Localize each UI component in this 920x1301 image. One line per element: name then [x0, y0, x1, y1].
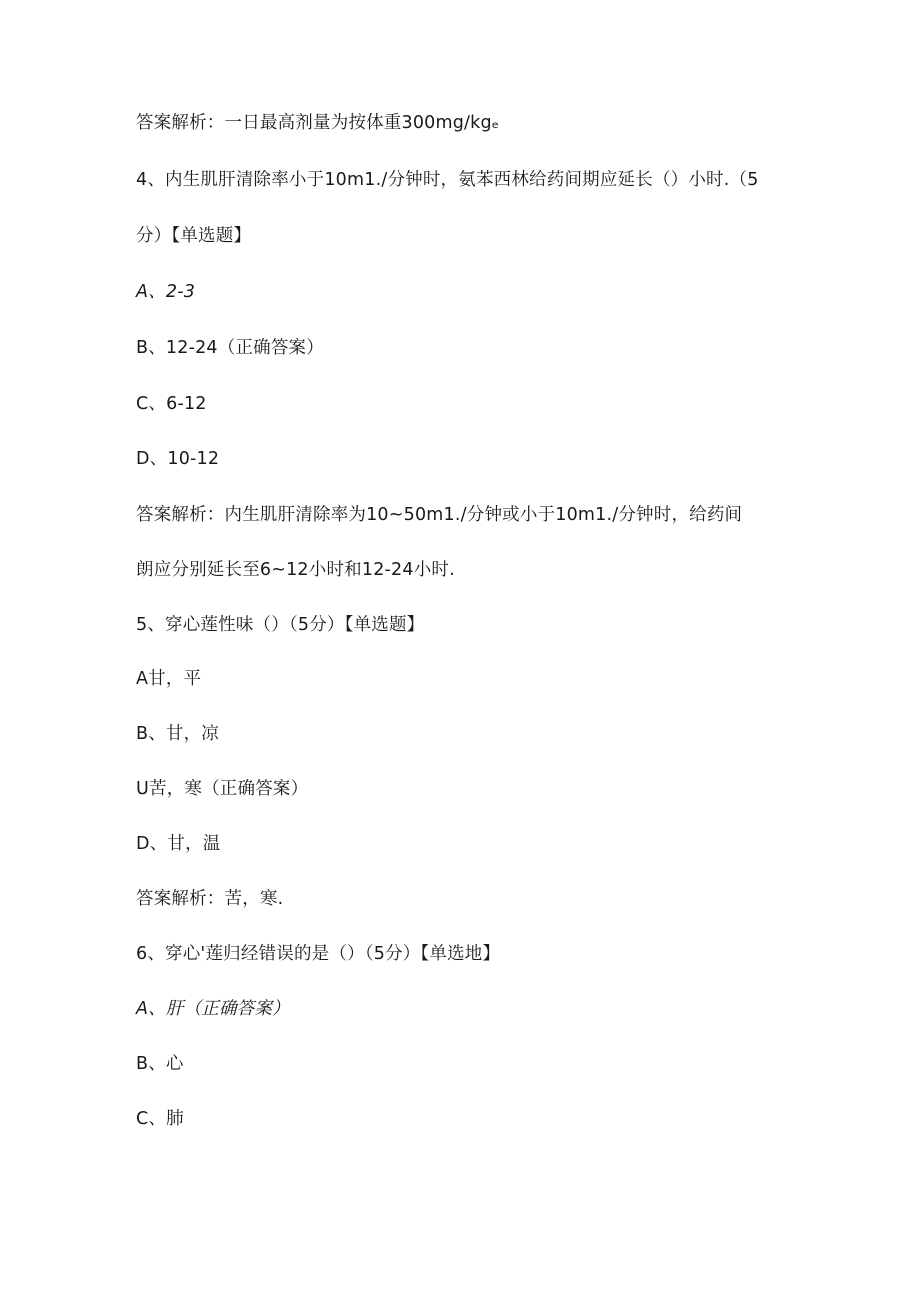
question-4-explanation: 答案解析：内生肌肝清除率为10~50m1./分钟或小于10m1./分钟时，给药间	[136, 505, 743, 525]
question-5-option-c: U苦，寒（正确答案）	[136, 779, 309, 799]
question-4-explanation-continued: 朗应分别延长至6~12小时和12-24小时.	[136, 560, 455, 580]
question-5-stem: 5、穿心莲性味（）（5分）【单选题】	[136, 615, 425, 635]
question-5-explanation: 答案解析：苦，寒.	[136, 889, 284, 909]
question-5-option-d: D、甘，温	[136, 834, 221, 854]
question-6-option-c: C、肺	[136, 1109, 184, 1129]
question-4-option-c: C、6-12	[136, 394, 207, 414]
answer-explanation-line: 答案解析：一日最高剂量为按体重300mg∕kgₑ	[136, 113, 500, 133]
question-4-stem-continued: 分）【单选题】	[136, 226, 252, 246]
question-6-option-a: A、肝（正确答案）	[136, 999, 290, 1019]
question-5-option-b: B、甘，凉	[136, 724, 220, 744]
question-6-option-b: B、心	[136, 1054, 184, 1074]
question-6-stem: 6、穿心'莲归经错误的是（）（5分）【单选地】	[136, 944, 501, 964]
question-5-option-a: A甘，平	[136, 669, 202, 689]
question-4-option-a: A、2-3	[136, 282, 196, 302]
question-4-option-d: D、10-12	[136, 449, 220, 469]
question-4-option-b: B、12-24（正确答案）	[136, 338, 324, 358]
question-4-stem: 4、内生肌肝清除率小于10m1./分钟时，氨苯西林给药间期应延长（）小时.（5	[136, 170, 759, 190]
